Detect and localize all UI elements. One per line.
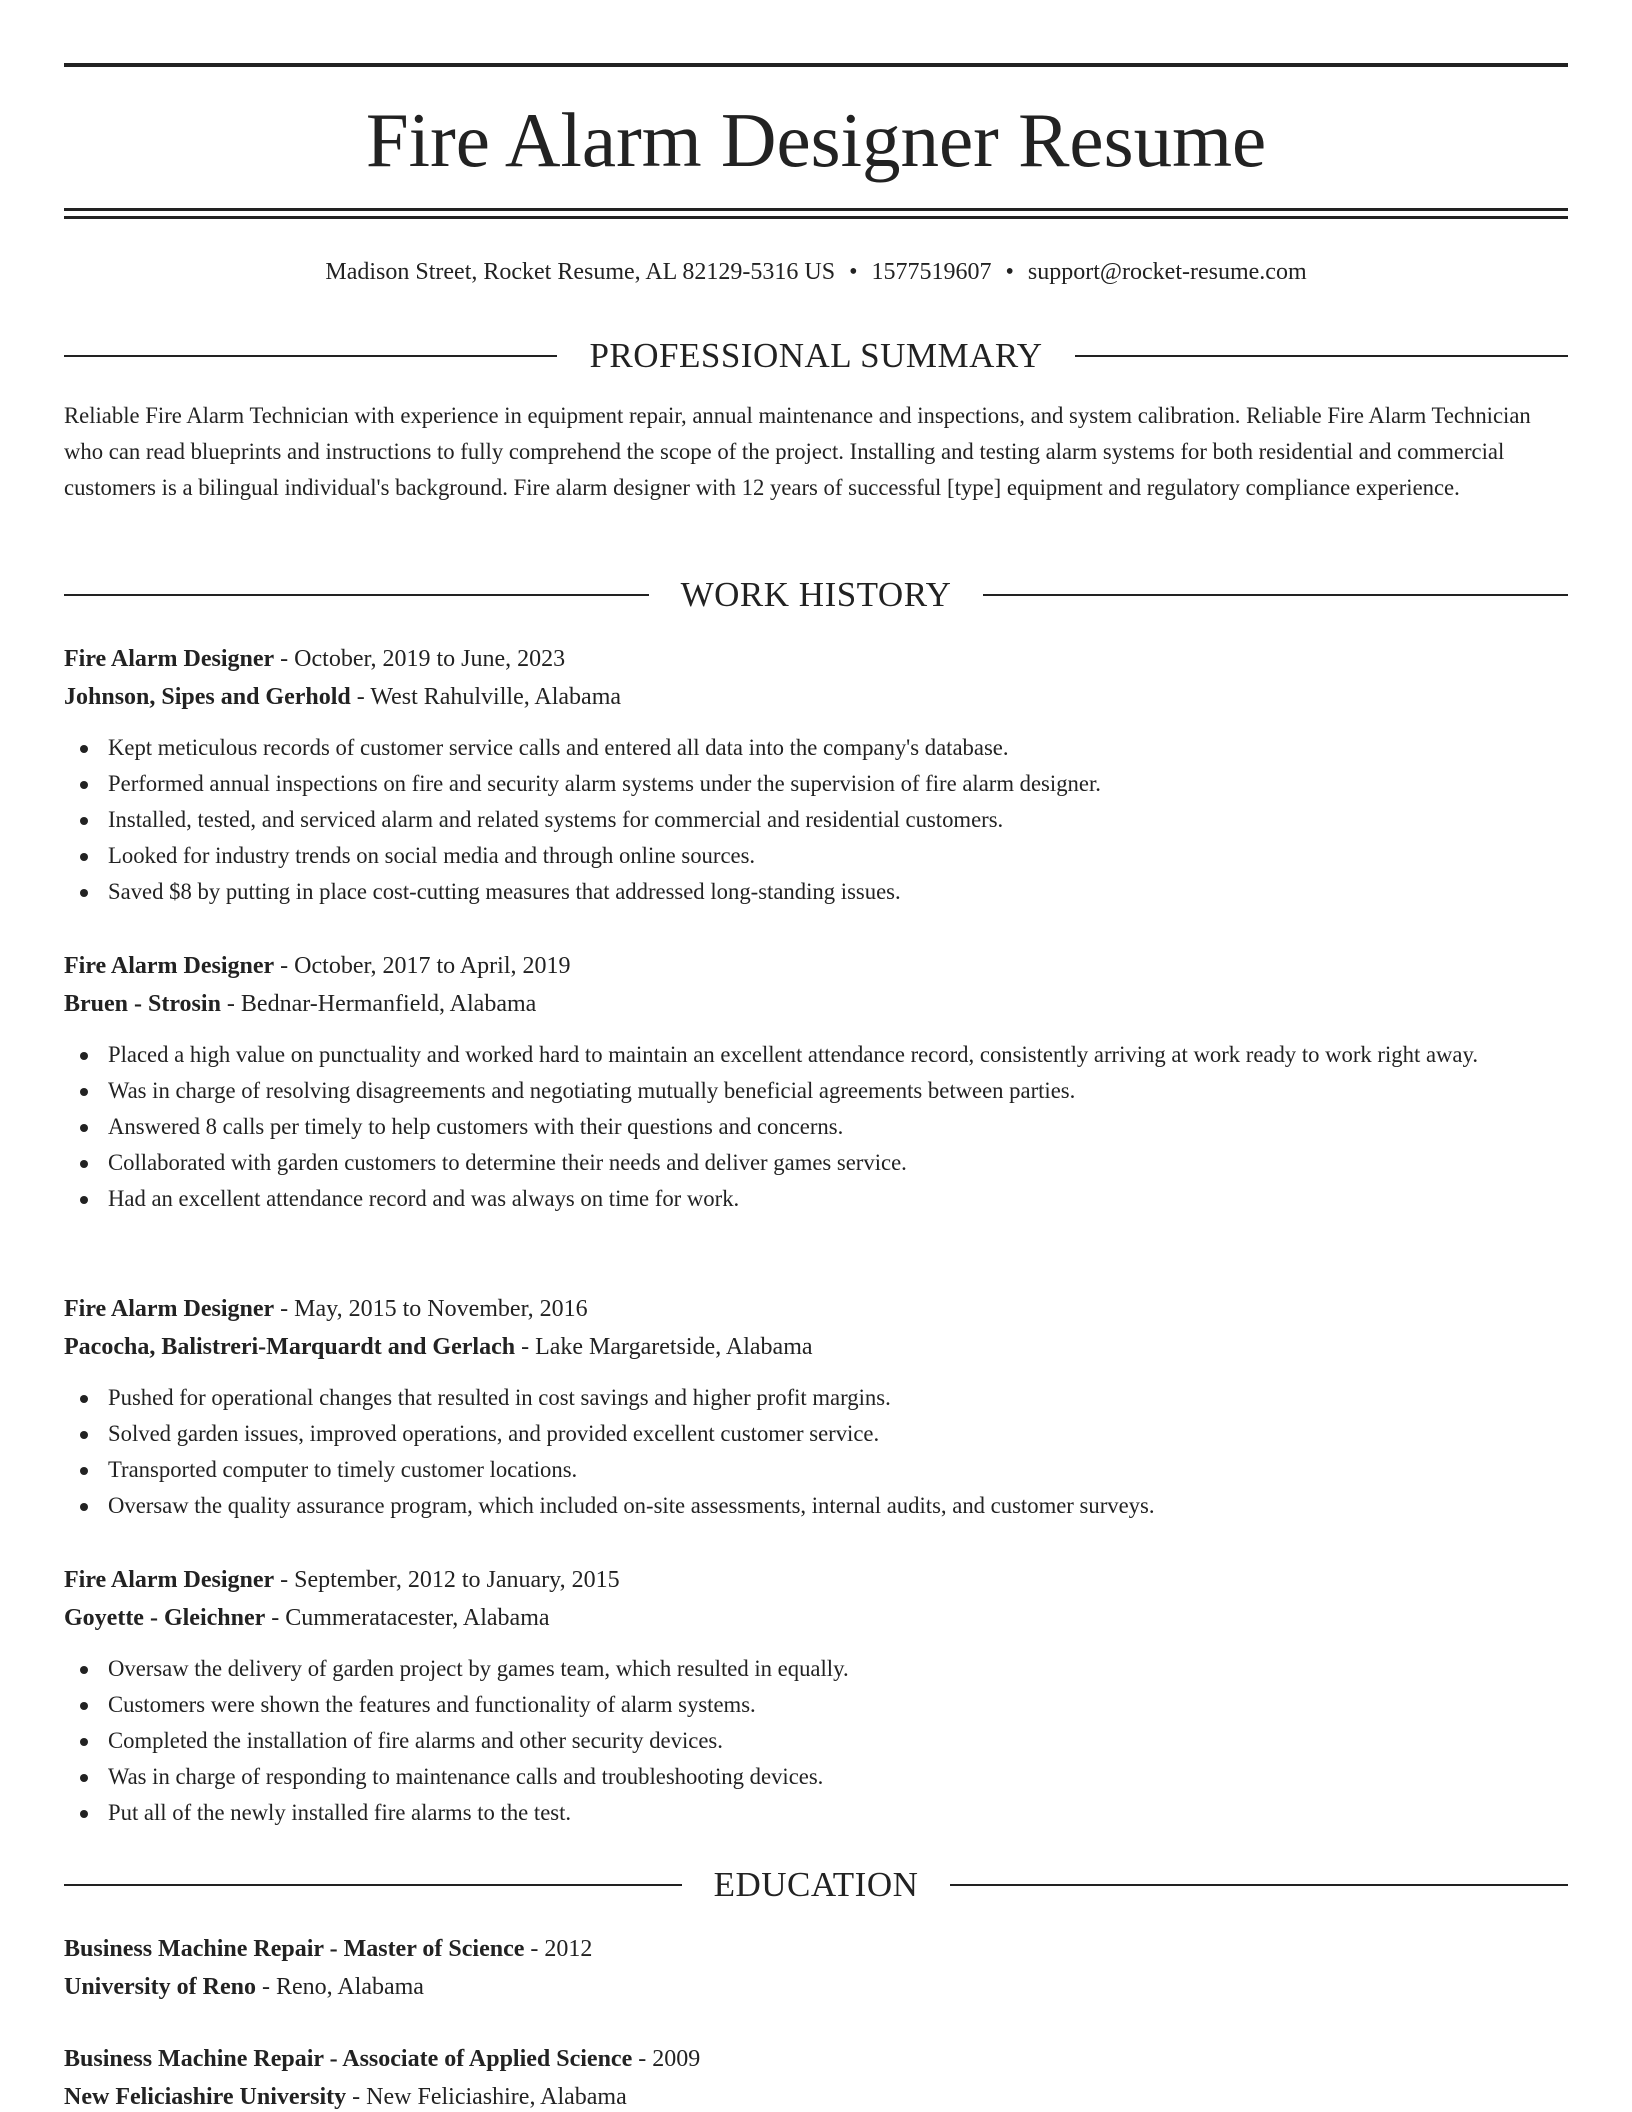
job-title-line — [64, 1561, 1568, 1599]
job-title: Fire Alarm Designer — [64, 646, 275, 672]
education-degree: Business Machine Repair - Master of Science — [64, 1936, 525, 1962]
job-bullet: Completed the installation of fire alarms and other security devices. — [64, 1723, 1568, 1759]
job-bullet: Pushed for operational changes that resulted in cost savings and higher profit margins. — [64, 1380, 1568, 1416]
section-title: WORK HISTORY — [680, 575, 952, 614]
job-location: - Cummeratacester, Alabama — [265, 1605, 550, 1631]
job-bullet: Saved $8 by putting in place cost-cutting measures that addressed long-standing issues. — [64, 874, 1568, 910]
job-bullet: Oversaw the delivery of garden project by games team, which resulted in equally. — [64, 1651, 1568, 1687]
education-year: - 2012 — [524, 1936, 593, 1962]
education-entry — [64, 2040, 1568, 2112]
job-bullet: Performed annual inspections on fire and security alarm systems under the supervision of fire alarm designer. — [64, 766, 1568, 802]
job-location: - West Rahulville, Alabama — [350, 684, 622, 710]
job-bullet: Installed, tested, and serviced alarm and related systems for commercial and residential customers. — [64, 802, 1568, 838]
page-title: Fire Alarm Designer Resume — [365, 97, 1267, 183]
contact-email: support@rocket-resume.com — [1027, 259, 1307, 285]
job-company-line — [64, 1599, 1568, 1637]
title-top-rule — [64, 63, 1568, 67]
heading-rule — [64, 355, 557, 357]
education-year: - 2009 — [632, 2046, 701, 2072]
job-title-line — [64, 640, 1568, 678]
job-dates: - October, 2017 to April, 2019 — [274, 953, 571, 979]
job-bullet: Put all of the newly installed fire alarms to the test. — [64, 1795, 1568, 1831]
education-degree-line — [64, 2040, 1568, 2078]
job-bullet: Oversaw the quality assurance program, which included on-site assessments, internal audits, and customer surveys. — [64, 1488, 1568, 1524]
section-heading-work — [64, 573, 1568, 617]
job-title: Fire Alarm Designer — [64, 1567, 275, 1593]
job-company: Bruen - Strosin — [64, 991, 221, 1017]
job-bullets — [64, 1380, 1568, 1524]
job-bullet: Kept meticulous records of customer service calls and entered all data into the company's database. — [64, 730, 1568, 766]
contact-phone: 1577519607 — [871, 259, 992, 285]
job-bullet: Was in charge of resolving disagreements and negotiating mutually beneficial agreements between parties. — [64, 1073, 1568, 1109]
job-bullets — [64, 1037, 1568, 1217]
job-bullet: Transported computer to timely customer locations. — [64, 1452, 1568, 1488]
job-company-line — [64, 1328, 1568, 1366]
contact-separator: • — [849, 259, 858, 285]
education-school-line — [64, 2078, 1568, 2112]
education-school: New Feliciashire University — [64, 2084, 347, 2110]
education-school-line — [64, 1968, 1568, 2006]
job-entry — [64, 1290, 1568, 1524]
job-location: - Bednar-Hermanfield, Alabama — [220, 991, 537, 1017]
heading-rule — [64, 1884, 682, 1886]
section-heading-education — [64, 1863, 1568, 1907]
contact-address: Madison Street, Rocket Resume, AL 82129-5316 US — [325, 259, 836, 285]
summary-text: Reliable Fire Alarm Technician with experience in equipment repair, annual maintenance and inspections, and system calibration. Reliable Fire Alarm Technician who can read blueprints and instructions to fully comprehend the scope of the project. Installing and testing alarm systems for both residential and commercial customers is a bilingual individual's background. Fire alarm designer with 12 years of successful [type] equipment and regulatory compliance experience. — [64, 403, 1531, 500]
contact-separator: • — [1005, 259, 1014, 285]
job-title: Fire Alarm Designer — [64, 1296, 275, 1322]
job-entry — [64, 947, 1568, 1217]
heading-rule — [950, 1884, 1568, 1886]
heading-rule — [1075, 355, 1568, 357]
contact-line — [64, 254, 1568, 290]
job-entry — [64, 640, 1568, 910]
education-location: - Reno, Alabama — [255, 1974, 424, 2000]
job-bullet: Looked for industry trends on social media and through online sources. — [64, 838, 1568, 874]
title-bottom-rule — [64, 208, 1568, 211]
section-title: EDUCATION — [713, 1865, 919, 1904]
job-company: Johnson, Sipes and Gerhold — [64, 684, 351, 710]
job-bullets — [64, 1651, 1568, 1831]
job-bullet: Answered 8 calls per timely to help customers with their questions and concerns. — [64, 1109, 1568, 1145]
job-entry — [64, 1561, 1568, 1831]
job-bullet: Collaborated with garden customers to determine their needs and deliver games service. — [64, 1145, 1568, 1181]
job-company: Pacocha, Balistreri-Marquardt and Gerlach — [64, 1334, 516, 1360]
heading-rule — [983, 594, 1568, 596]
job-dates: - October, 2019 to June, 2023 — [274, 646, 566, 672]
job-dates: - May, 2015 to November, 2016 — [274, 1296, 588, 1322]
job-company: Goyette - Gleichner — [64, 1605, 266, 1631]
education-location: - New Feliciashire, Alabama — [346, 2084, 627, 2110]
job-bullet: Was in charge of responding to maintenance calls and troubleshooting devices. — [64, 1759, 1568, 1795]
job-bullets — [64, 730, 1568, 910]
education-entry — [64, 1930, 1568, 2006]
job-company-line — [64, 985, 1568, 1023]
section-heading-summary — [64, 334, 1568, 378]
job-company-line — [64, 678, 1568, 716]
education-degree: Business Machine Repair - Associate of Applied Science — [64, 2046, 633, 2072]
job-title-line — [64, 947, 1568, 985]
heading-rule — [64, 594, 649, 596]
job-title: Fire Alarm Designer — [64, 953, 275, 979]
job-bullet: Solved garden issues, improved operations, and provided excellent customer service. — [64, 1416, 1568, 1452]
section-title: PROFESSIONAL SUMMARY — [589, 336, 1043, 375]
job-bullet: Had an excellent attendance record and was always on time for work. — [64, 1181, 1568, 1217]
job-dates: - September, 2012 to January, 2015 — [274, 1567, 620, 1593]
job-bullet: Customers were shown the features and functionality of alarm systems. — [64, 1687, 1568, 1723]
education-degree-line — [64, 1930, 1568, 1968]
job-bullet: Placed a high value on punctuality and worked hard to maintain an excellent attendance record, consistently arriving at work ready to work right away. — [64, 1037, 1568, 1073]
title-bottom-rule-2 — [64, 216, 1568, 219]
education-school: University of Reno — [64, 1974, 256, 2000]
job-location: - Lake Margaretside, Alabama — [515, 1334, 813, 1360]
job-title-line — [64, 1290, 1568, 1328]
